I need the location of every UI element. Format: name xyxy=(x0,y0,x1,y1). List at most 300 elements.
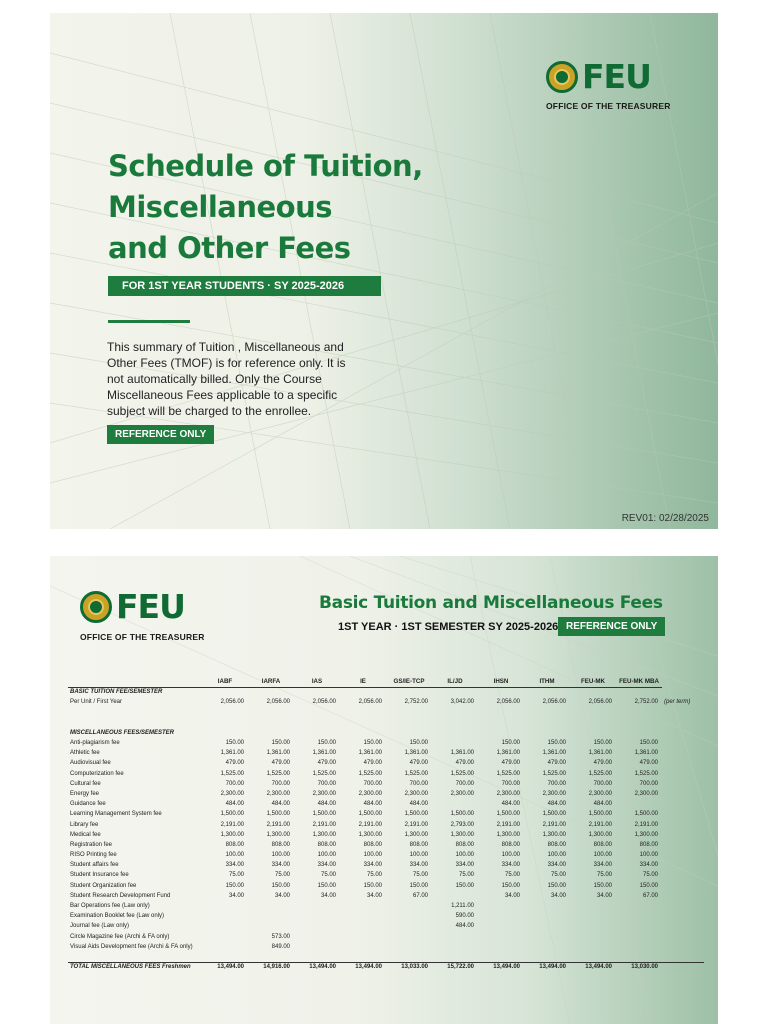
divider xyxy=(108,320,190,323)
table-row xyxy=(68,779,704,789)
table-row xyxy=(68,921,704,931)
fee-cell: 2,191.00 xyxy=(220,821,244,828)
fee-cell: 150.00 xyxy=(547,882,566,889)
fee-cell: 1,300.00 xyxy=(312,831,336,838)
table-row xyxy=(68,789,704,799)
fee-cell: 1,300.00 xyxy=(450,831,474,838)
fee-cell: 2,056.00 xyxy=(266,699,290,706)
section-header: BASIC TUITION FEE/SEMESTER xyxy=(70,689,163,696)
fee-cell: 334.00 xyxy=(501,862,520,869)
fee-cell: 700.00 xyxy=(547,780,566,787)
summary-text: This summary of Tuition , Miscellaneous and Other Fees (TMOF) is for reference only. It is not automatically billed. Only the Course Miscellaneous Fees applicable to a specific subject will be charged to the enrollee. xyxy=(107,340,346,418)
fee-note xyxy=(662,891,704,901)
fee-cell xyxy=(340,911,386,921)
column-header: IAS xyxy=(294,676,340,687)
fee-cell xyxy=(616,932,662,942)
fee-cell: 484.00 xyxy=(363,801,382,808)
fee-label: Registration fee xyxy=(70,841,113,848)
fee-cell: 808.00 xyxy=(501,841,520,848)
fee-cell: 1,361.00 xyxy=(312,750,336,757)
fee-label: Bar Operations fee (Law only) xyxy=(70,903,150,910)
fee-cell: 75.00 xyxy=(504,872,520,879)
fee-cell: 2,056.00 xyxy=(312,699,336,706)
fee-cell: 700.00 xyxy=(317,780,336,787)
fee-cell: 2,300.00 xyxy=(496,790,520,797)
fee-cell xyxy=(570,921,616,931)
fee-note xyxy=(662,799,704,809)
fee-cell: 13,494.00 xyxy=(570,962,616,972)
fee-cell: 484.00 xyxy=(317,801,336,808)
title-line: Miscellaneous xyxy=(108,190,333,224)
fee-cell: 1,500.00 xyxy=(450,811,474,818)
fee-cell: 2,056.00 xyxy=(496,699,520,706)
fee-cell xyxy=(386,901,432,911)
fee-note xyxy=(662,962,704,972)
revision-label: REV01: 02/28/2025 xyxy=(621,513,709,524)
fee-cell: 1,500.00 xyxy=(404,811,428,818)
fee-cell xyxy=(202,921,248,931)
fee-cell xyxy=(386,932,432,942)
fee-cell: 2,300.00 xyxy=(404,790,428,797)
fee-cell: 700.00 xyxy=(225,780,244,787)
fee-cell: 34.00 xyxy=(274,892,290,899)
table-row xyxy=(68,819,704,829)
fee-cell xyxy=(524,932,570,942)
fee-note xyxy=(662,881,704,891)
fee-cell: 1,300.00 xyxy=(220,831,244,838)
fee-cell: 1,361.00 xyxy=(542,750,566,757)
column-header: IARFA xyxy=(248,676,294,687)
fee-cell: 3,042.00 xyxy=(450,699,474,706)
fee-cell xyxy=(616,901,662,911)
fee-cell xyxy=(432,891,478,901)
fee-note xyxy=(662,748,704,758)
fee-note xyxy=(662,758,704,768)
note-column xyxy=(662,676,704,687)
fee-cell: 150.00 xyxy=(363,740,382,747)
spacer-row xyxy=(68,952,704,962)
fee-cell: 150.00 xyxy=(547,740,566,747)
fee-cell xyxy=(294,901,340,911)
fee-cell: 484.00 xyxy=(547,801,566,808)
fee-cell: 2,793.00 xyxy=(450,821,474,828)
fee-cell: 1,500.00 xyxy=(542,811,566,818)
fee-cell xyxy=(340,932,386,942)
fee-cell xyxy=(478,942,524,952)
fee-note xyxy=(662,932,704,942)
column-header: FEU-MK xyxy=(570,676,616,687)
fee-cell xyxy=(616,942,662,952)
fee-cell xyxy=(432,932,478,942)
fee-cell: 484.00 xyxy=(593,801,612,808)
table-row xyxy=(68,911,704,921)
fee-cell: 34.00 xyxy=(366,892,382,899)
column-header: IHSN xyxy=(478,676,524,687)
fee-cell: 1,300.00 xyxy=(266,831,290,838)
fee-cell xyxy=(478,932,524,942)
table-row xyxy=(68,881,704,891)
fee-cell xyxy=(478,911,524,921)
fee-label: Cultural fee xyxy=(70,780,101,787)
fee-cell: 2,191.00 xyxy=(634,821,658,828)
fee-cell xyxy=(570,911,616,921)
fee-cell xyxy=(524,911,570,921)
fee-cell: 2,300.00 xyxy=(542,790,566,797)
section-header-row xyxy=(68,687,704,697)
fee-cell: 150.00 xyxy=(501,740,520,747)
fee-cell: 479.00 xyxy=(639,760,658,767)
fee-cell: 484.00 xyxy=(271,801,290,808)
fee-note xyxy=(662,921,704,931)
fee-cell xyxy=(294,932,340,942)
fee-cell: 2,300.00 xyxy=(220,790,244,797)
fee-cell: 13,033.00 xyxy=(386,962,432,972)
feu-logo xyxy=(546,57,651,96)
fee-cell: 100.00 xyxy=(317,852,336,859)
fee-cell xyxy=(570,942,616,952)
fee-cell xyxy=(340,921,386,931)
fee-cell xyxy=(616,921,662,931)
table-row xyxy=(68,870,704,880)
fee-label: RISO Printing fee xyxy=(70,852,117,859)
fee-cell: 1,361.00 xyxy=(634,750,658,757)
fee-cell: 2,056.00 xyxy=(542,699,566,706)
fee-schedule-page xyxy=(50,556,718,1024)
spacer-row xyxy=(68,718,704,728)
column-header: ITHM xyxy=(524,676,570,687)
fee-cell: 100.00 xyxy=(455,852,474,859)
table-row xyxy=(68,850,704,860)
column-header: GS/IE-TCP xyxy=(386,676,432,687)
fee-note xyxy=(662,779,704,789)
fee-label: Student Research Development Fund xyxy=(70,892,171,899)
fee-label: TOTAL MISCELLANEOUS FEES Freshmen xyxy=(68,962,202,972)
fee-note xyxy=(662,840,704,850)
fee-cell: 1,525.00 xyxy=(588,770,612,777)
fee-note xyxy=(662,769,704,779)
fee-cell xyxy=(386,942,432,952)
fee-cell: 808.00 xyxy=(593,841,612,848)
fee-cell xyxy=(202,942,248,952)
fee-cell: 1,361.00 xyxy=(496,750,520,757)
fee-label: Examination Booklet fee (Law only) xyxy=(70,913,165,920)
fee-cell: 150.00 xyxy=(271,740,290,747)
fee-cell: 150.00 xyxy=(225,740,244,747)
fee-cell: 67.00 xyxy=(412,892,428,899)
table-row xyxy=(68,748,704,758)
table-row xyxy=(68,697,704,707)
fee-cell: 100.00 xyxy=(593,852,612,859)
fee-note: (per term) xyxy=(664,699,691,706)
fee-cell: 1,300.00 xyxy=(542,831,566,838)
fee-cell xyxy=(524,921,570,931)
fee-cell xyxy=(248,911,294,921)
fee-cell: 1,500.00 xyxy=(312,811,336,818)
fee-cell: 334.00 xyxy=(271,862,290,869)
fee-cell: 2,191.00 xyxy=(266,821,290,828)
fee-cell: 13,494.00 xyxy=(340,962,386,972)
fee-cell xyxy=(294,921,340,931)
fee-cell: 150.00 xyxy=(409,882,428,889)
schedule-title: Basic Tuition and Miscellaneous Fees xyxy=(319,593,663,613)
fee-cell: 1,525.00 xyxy=(358,770,382,777)
fee-cell: 1,500.00 xyxy=(358,811,382,818)
fee-note xyxy=(662,860,704,870)
fee-cell xyxy=(432,799,478,809)
fee-cell: 334.00 xyxy=(317,862,336,869)
fee-cell: 808.00 xyxy=(639,841,658,848)
fee-cell: 1,525.00 xyxy=(450,770,474,777)
fee-cell: 150.00 xyxy=(271,882,290,889)
column-header: IABF xyxy=(202,676,248,687)
fee-cell: 1,525.00 xyxy=(634,770,658,777)
fee-cell: 808.00 xyxy=(409,841,428,848)
column-header: IL/JD xyxy=(432,676,478,687)
fee-cell: 849.00 xyxy=(271,943,290,950)
fee-cell: 484.00 xyxy=(225,801,244,808)
fee-cell: 100.00 xyxy=(501,852,520,859)
table-row xyxy=(68,901,704,911)
feu-seal-icon xyxy=(546,61,578,93)
fee-label: Per Unit / First Year xyxy=(70,699,123,706)
fee-label: Medical fee xyxy=(70,831,101,838)
feu-seal-icon xyxy=(80,591,112,623)
fee-cell: 2,752.00 xyxy=(634,699,658,706)
fee-cell xyxy=(570,932,616,942)
fee-cell: 150.00 xyxy=(317,882,336,889)
fee-cell: 75.00 xyxy=(458,872,474,879)
fee-note xyxy=(662,901,704,911)
fee-label: Student affairs fee xyxy=(70,862,119,869)
reference-badge: REFERENCE ONLY xyxy=(107,425,214,444)
fee-cell: 334.00 xyxy=(225,862,244,869)
fee-cell: 2,056.00 xyxy=(220,699,244,706)
fee-cell: 15,722.00 xyxy=(432,962,478,972)
fee-cell: 100.00 xyxy=(225,852,244,859)
title-line: and Other Fees xyxy=(108,231,351,265)
fee-cell: 1,500.00 xyxy=(266,811,290,818)
column-header: FEU-MK MBA xyxy=(616,676,662,687)
fee-cell: 479.00 xyxy=(317,760,336,767)
fee-cell xyxy=(478,921,524,931)
fee-label: Computerization fee xyxy=(70,770,124,777)
fee-cell xyxy=(432,942,478,952)
fee-note xyxy=(662,819,704,829)
fee-cell xyxy=(616,911,662,921)
fee-cell: 1,361.00 xyxy=(450,750,474,757)
fee-cell: 75.00 xyxy=(550,872,566,879)
fee-cell: 1,361.00 xyxy=(358,750,382,757)
fee-cell: 808.00 xyxy=(547,841,566,848)
fee-cell: 334.00 xyxy=(409,862,428,869)
fee-cell: 1,300.00 xyxy=(588,831,612,838)
fee-cell xyxy=(202,901,248,911)
fee-cell xyxy=(294,911,340,921)
table-row xyxy=(68,809,704,819)
fee-cell: 479.00 xyxy=(363,760,382,767)
schedule-subtitle: 1ST YEAR · 1ST SEMESTER SY 2025-2026 xyxy=(338,621,559,633)
fee-cell: 590.00 xyxy=(455,913,474,920)
fee-cell: 2,191.00 xyxy=(358,821,382,828)
fee-cell: 2,300.00 xyxy=(266,790,290,797)
fee-cell: 13,494.00 xyxy=(202,962,248,972)
fee-label: Anti-plagiarism fee xyxy=(70,740,120,747)
fee-cell: 700.00 xyxy=(593,780,612,787)
fee-cell: 2,056.00 xyxy=(588,699,612,706)
office-label: OFFICE OF THE TREASURER xyxy=(80,632,205,642)
fee-cell: 484.00 xyxy=(409,801,428,808)
fee-cell: 700.00 xyxy=(271,780,290,787)
fee-cell: 2,300.00 xyxy=(450,790,474,797)
fee-cell: 100.00 xyxy=(271,852,290,859)
table-row xyxy=(68,962,704,972)
fee-cell: 2,300.00 xyxy=(588,790,612,797)
fee-cell: 2,056.00 xyxy=(358,699,382,706)
fee-cell: 2,191.00 xyxy=(542,821,566,828)
fee-cell: 700.00 xyxy=(363,780,382,787)
fee-cell: 13,030.00 xyxy=(616,962,662,972)
fee-cell: 2,300.00 xyxy=(312,790,336,797)
fee-label: Visual Aids Development fee (Archi & FA only) xyxy=(70,943,193,950)
cover-page xyxy=(50,13,718,529)
fee-cell: 75.00 xyxy=(274,872,290,879)
fee-cell xyxy=(202,932,248,942)
fee-cell: 150.00 xyxy=(593,882,612,889)
fee-label: Student Insurance fee xyxy=(70,872,129,879)
fee-cell: 2,300.00 xyxy=(358,790,382,797)
fee-cell: 2,191.00 xyxy=(312,821,336,828)
column-header-row xyxy=(68,676,704,687)
fee-cell: 150.00 xyxy=(639,882,658,889)
fee-cell: 150.00 xyxy=(455,882,474,889)
fee-cell: 808.00 xyxy=(271,841,290,848)
brand-wordmark: FEU xyxy=(116,587,185,626)
fee-cell: 150.00 xyxy=(501,882,520,889)
fee-cell: 2,191.00 xyxy=(404,821,428,828)
title-line: Schedule of Tuition, xyxy=(108,149,423,183)
fee-label: Circle Magazine fee (Archi & FA only) xyxy=(70,933,170,940)
fee-cell xyxy=(616,799,662,809)
fee-cell: 14,916.00 xyxy=(248,962,294,972)
fee-cell: 34.00 xyxy=(504,892,520,899)
fee-cell: 13,494.00 xyxy=(524,962,570,972)
fee-cell: 1,300.00 xyxy=(634,831,658,838)
fee-cell: 1,525.00 xyxy=(312,770,336,777)
fee-cell: 100.00 xyxy=(639,852,658,859)
fee-cell: 479.00 xyxy=(547,760,566,767)
fee-cell xyxy=(340,942,386,952)
table-row xyxy=(68,860,704,870)
fee-cell: 2,191.00 xyxy=(496,821,520,828)
section-header-row xyxy=(68,728,704,738)
fee-cell: 67.00 xyxy=(642,892,658,899)
fee-cell: 1,525.00 xyxy=(542,770,566,777)
fee-cell xyxy=(248,901,294,911)
fee-cell: 2,300.00 xyxy=(634,790,658,797)
fee-cell: 75.00 xyxy=(366,872,382,879)
fee-cell: 150.00 xyxy=(363,882,382,889)
fee-cell xyxy=(294,942,340,952)
fee-cell xyxy=(202,911,248,921)
fee-cell: 100.00 xyxy=(409,852,428,859)
fee-cell: 13,494.00 xyxy=(294,962,340,972)
fee-cell: 700.00 xyxy=(501,780,520,787)
fee-cell xyxy=(478,901,524,911)
fee-label: Library fee xyxy=(70,821,99,828)
fee-cell: 1,525.00 xyxy=(266,770,290,777)
fee-note xyxy=(662,809,704,819)
table-row xyxy=(68,799,704,809)
fee-note xyxy=(662,942,704,952)
fee-cell xyxy=(570,901,616,911)
fee-cell: 1,300.00 xyxy=(404,831,428,838)
fee-cell: 150.00 xyxy=(225,882,244,889)
fee-note xyxy=(662,911,704,921)
fee-cell: 1,525.00 xyxy=(404,770,428,777)
fee-cell: 334.00 xyxy=(547,862,566,869)
fee-note xyxy=(662,830,704,840)
brand-wordmark: FEU xyxy=(582,57,651,96)
fee-cell: 2,191.00 xyxy=(588,821,612,828)
fee-cell: 334.00 xyxy=(455,862,474,869)
fee-cell: 150.00 xyxy=(593,740,612,747)
table-row xyxy=(68,769,704,779)
fee-label: Journal fee (Law only) xyxy=(70,923,130,930)
fee-cell: 1,525.00 xyxy=(496,770,520,777)
fee-cell: 479.00 xyxy=(593,760,612,767)
fee-cell: 75.00 xyxy=(228,872,244,879)
fee-cell: 1,500.00 xyxy=(220,811,244,818)
fee-cell xyxy=(386,921,432,931)
fee-cell: 808.00 xyxy=(317,841,336,848)
fee-cell: 13,494.00 xyxy=(478,962,524,972)
fee-cell: 1,361.00 xyxy=(588,750,612,757)
fee-cell: 1,361.00 xyxy=(220,750,244,757)
table-row xyxy=(68,840,704,850)
fee-label: Energy fee xyxy=(70,790,100,797)
fee-cell xyxy=(524,942,570,952)
fee-cell: 700.00 xyxy=(409,780,428,787)
fee-cell: 34.00 xyxy=(550,892,566,899)
section-header: MISCELLANEOUS FEES/SEMESTER xyxy=(70,729,175,736)
fee-cell: 484.00 xyxy=(501,801,520,808)
spacer-row xyxy=(68,707,704,717)
column-header: IE xyxy=(340,676,386,687)
fee-cell: 479.00 xyxy=(409,760,428,767)
fee-table xyxy=(68,676,704,972)
fee-cell: 1,300.00 xyxy=(358,831,382,838)
fee-cell xyxy=(340,901,386,911)
fee-cell: 1,361.00 xyxy=(266,750,290,757)
fee-cell: 479.00 xyxy=(225,760,244,767)
fee-cell: 1,500.00 xyxy=(496,811,520,818)
cover-title xyxy=(108,146,468,269)
fee-cell: 150.00 xyxy=(317,740,336,747)
fee-note xyxy=(662,870,704,880)
fee-cell: 700.00 xyxy=(639,780,658,787)
table-row xyxy=(68,758,704,768)
fee-note xyxy=(662,789,704,799)
fee-cell: 2,752.00 xyxy=(404,699,428,706)
fee-cell: 479.00 xyxy=(271,760,290,767)
fee-cell: 34.00 xyxy=(596,892,612,899)
fee-cell: 484.00 xyxy=(455,923,474,930)
fee-cell xyxy=(432,738,478,748)
fee-label: Guidance fee xyxy=(70,801,106,808)
fee-label: Student Organization fee xyxy=(70,882,137,889)
fee-cell: 700.00 xyxy=(455,780,474,787)
table-row xyxy=(68,738,704,748)
